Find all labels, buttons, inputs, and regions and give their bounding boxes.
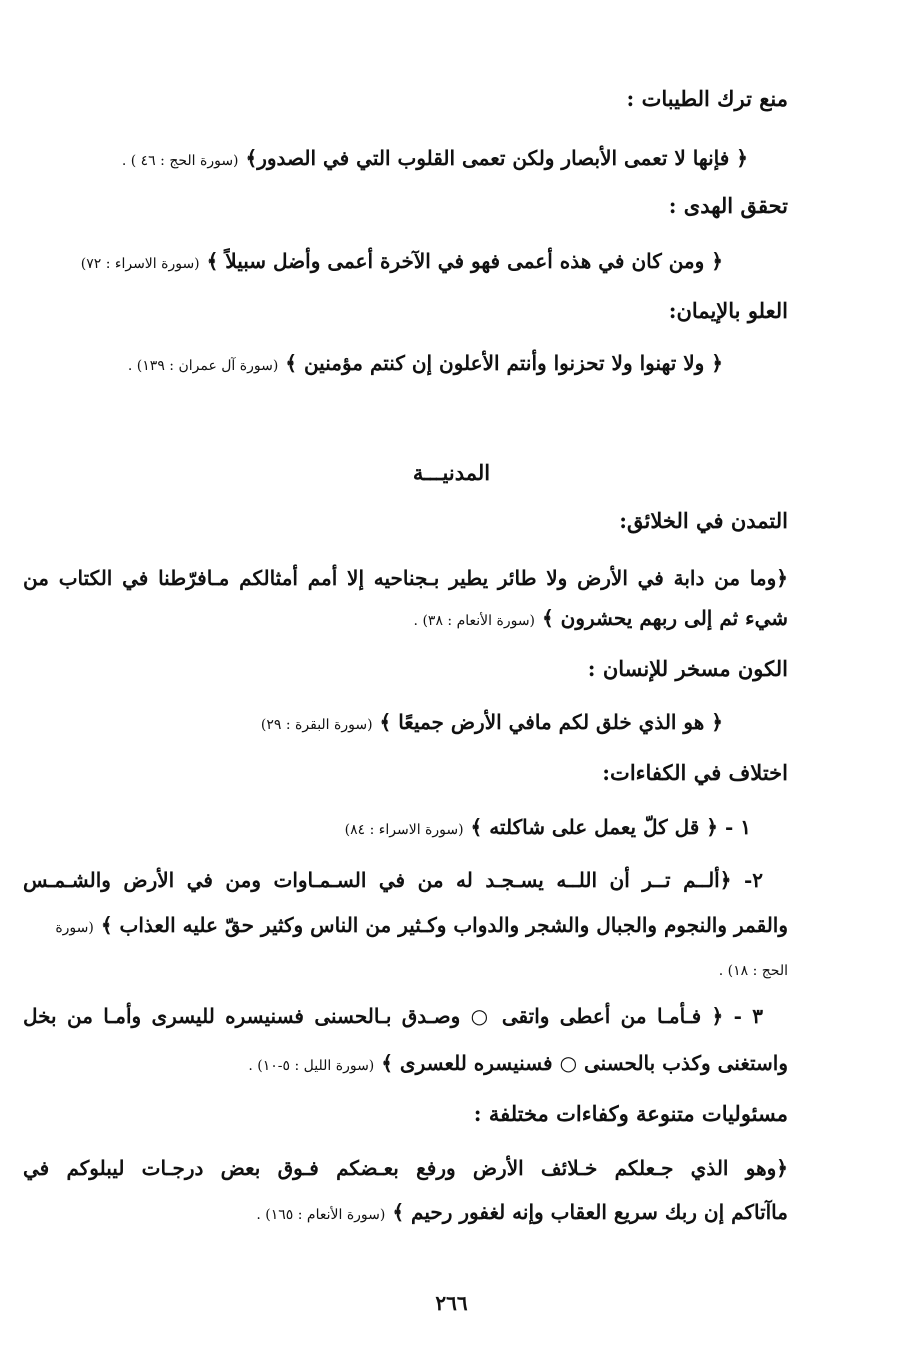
verse-layl-line1: ٣ - ﴿ فـأمـا من أعطى واتقى ○ وصـدق بـالحسنى فسنيسره لليسرى وأمـا من بخل — [23, 1004, 763, 1028]
verse-layl-line2 — [248, 1051, 788, 1075]
heading-diverse-responsibilities: مسئوليات متنوعة وكفاءات مختلفة : — [473, 1101, 788, 1126]
verse-text: ماآتاكم إن ربك سريع العقاب وإنه لغفور رحيم ﴾ — [392, 1200, 788, 1224]
verse-reference: (سورة الأنعام : ١٦٥) . — [256, 1207, 386, 1223]
verse-hajj-18-line2 — [23, 913, 788, 937]
verse-reference-part-b: الحج : ١٨) . — [718, 963, 788, 979]
verse-reference: (سورة البقرة : ٢٩) — [260, 717, 373, 733]
verse-text: شيء ثم إلى ربهم يحشرون ﴾ — [541, 606, 788, 630]
verse-reference: (سورة آل عمران : ١٣٩) . — [127, 358, 279, 374]
verse-hajj-18-ref — [719, 956, 788, 980]
verse-reference: (سورة الاسراء : ٧٢) — [80, 256, 200, 272]
verse-text: ﴿ هو الذي خلق لكم مافي الأرض جميعًا ﴾ — [379, 710, 723, 734]
verse-anam-165-line2 — [256, 1200, 788, 1224]
verse-text: واستغنى وكذب بالحسنى ○ فسنيسره للعسرى ﴾ — [381, 1051, 788, 1075]
verse-reference: (سورة الليل : ٥-١٠) . — [248, 1058, 375, 1074]
verse-text: ﴿ ومن كان في هذه أعمى فهو في الآخرة أعمى وأضل سبيلاً ﴾ — [206, 249, 723, 273]
page-number: ٢٦٦ — [435, 1291, 468, 1315]
verse-reference: (سورة الأنعام : ٣٨) . — [413, 613, 536, 629]
heading-guidance: تحقق الهدى : — [668, 193, 788, 218]
heading-universe-subjected: الكون مسخر للإنسان : — [587, 656, 788, 681]
heading-elevation-by-faith: العلو بالإيمان: — [668, 298, 788, 323]
verse-al-imran-139 — [128, 351, 723, 375]
verse-text: ١ - ﴿ قل كلّ يعمل على شاكلته ﴾ — [470, 815, 751, 839]
verse-isra-84 — [345, 815, 751, 839]
verse-hajj-46 — [122, 146, 748, 170]
verse-reference: (سورة الاسراء : ٨٤) — [344, 822, 464, 838]
heading-civilization-in-creatures: التمدن في الخلائق: — [619, 508, 788, 533]
verse-isra-72 — [81, 249, 723, 273]
heading-differences-in-abilities: اختلاف في الكفاءات: — [602, 760, 788, 785]
verse-text: والقمر والنجوم والجبال والشجر والدواب وكـثير من الناس وكثير حقّ عليه العذاب ﴾ — [100, 913, 788, 937]
verse-anam-38-line2 — [414, 606, 788, 630]
verse-baqarah-29 — [261, 710, 723, 734]
verse-hajj-18-line1: ٢- ﴿ألــم تــر أن اللــه يسـجـد له من في السـمـاوات ومن في الأرض والشـمـس — [23, 868, 763, 892]
verse-text: ﴿ ولا تهنوا ولا تحزنوا وأنتم الأعلون إن كنتم مؤمنين ﴾ — [285, 351, 723, 375]
verse-anam-165-line1: ﴿وهو الذي جـعلكم خـلائف الأرض ورفع بعـضكم فـوق بعض درجـات ليبلوكم في — [23, 1156, 788, 1180]
verse-anam-38-line1: ﴿وما من دابة في الأرض ولا طائر يطير بـجناحيه إلا أمم أمثالكم مـافرّطنا في الكتاب من — [23, 566, 788, 590]
heading-forbid-good-things: منع ترك الطيبات : — [626, 86, 788, 111]
verse-text: ﴿ فإنها لا تعمى الأبصار ولكن تعمى القلوب التي في الصدور﴾ — [245, 146, 748, 170]
verse-reference-part-a: (سورة — [55, 920, 94, 936]
section-title-civilization: المدنيـــة — [412, 460, 491, 485]
verse-reference: (سورة الحج : ٤٦ ) . — [121, 153, 239, 169]
